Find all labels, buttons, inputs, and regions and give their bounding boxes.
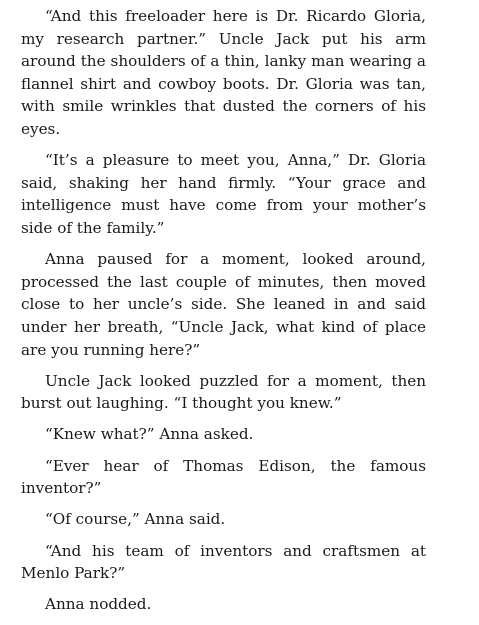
- paragraph-3: Anna paused for a moment, looked around, processed the last couple of minutes, then moved close to her uncle’s side. She leaned in and said under her breath, “Uncle Jack, what kind of place are you running here?”: [21, 250, 426, 359]
- paragraph-1: “And this freeloader here is Dr. Ricardo Gloria, my research partner.” Uncle Jack put his arm around the shoulders of a thin, lanky man wearing a flannel shirt and cowboy boots. Dr. Gloria was tan, with smile wrinkles that dusted the corners of his eyes.: [21, 7, 426, 138]
- paragraph-6: “Ever hear of Thomas Edison, the famous inventor?”: [21, 456, 426, 498]
- paragraph-8: “And his team of inventors and craftsmen at Menlo Park?”: [21, 541, 426, 583]
- paragraph-2: “It’s a pleasure to meet you, Anna,” Dr. Gloria said, shaking her hand firmly. “Your grace and intelligence must have come from your mother’s side of the family.”: [21, 151, 426, 237]
- book-page: [21, 5, 426, 625]
- paragraph-7: “Of course,” Anna said.: [45, 510, 226, 529]
- paragraph-5: “Knew what?” Anna asked.: [45, 425, 254, 444]
- paragraph-9: Anna nodded.: [45, 595, 152, 614]
- paragraph-4: Uncle Jack looked puzzled for a moment, then burst out laughing. “I thought you knew.”: [21, 371, 426, 413]
